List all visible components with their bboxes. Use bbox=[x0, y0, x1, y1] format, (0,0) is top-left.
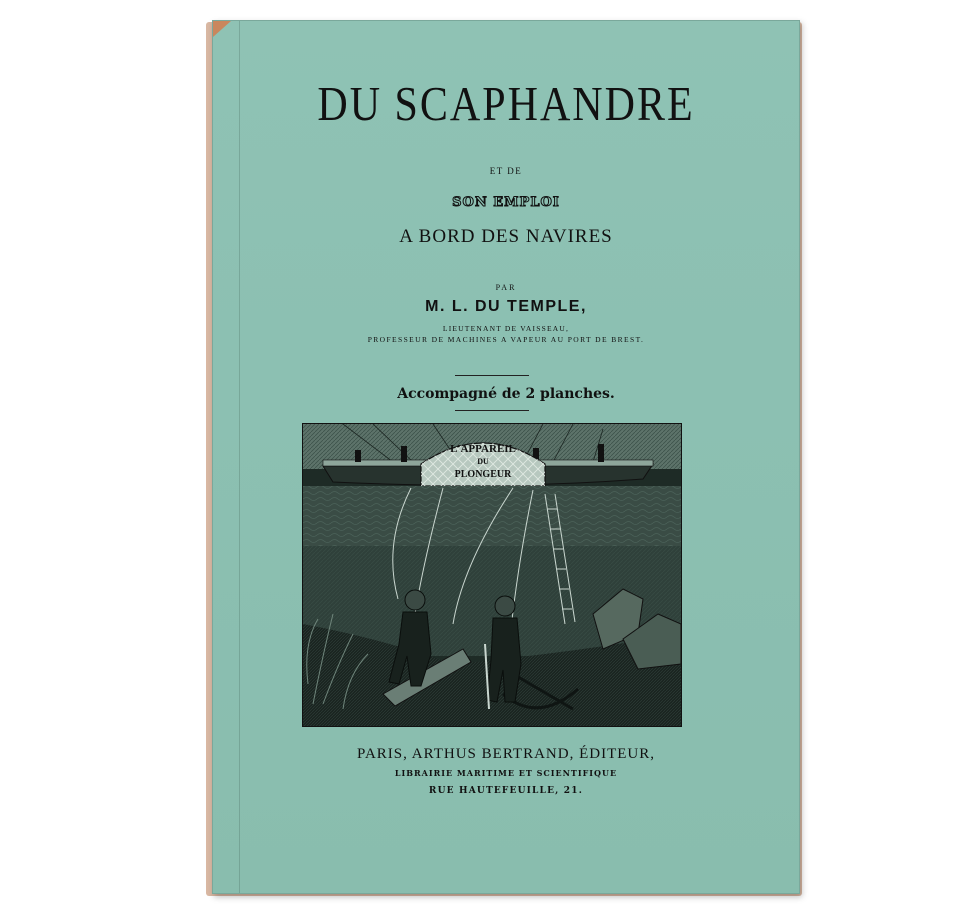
divider-bottom bbox=[455, 410, 529, 411]
publisher-line: PARIS, ARTHUS BERTRAND, ÉDITEUR, bbox=[356, 746, 655, 762]
book-cover bbox=[212, 20, 800, 894]
plates-note: Accompagné de 2 planches. bbox=[397, 386, 615, 402]
subtitle-line-2: A BORD DES NAVIRES bbox=[399, 226, 613, 247]
banner-line-2: DU bbox=[477, 457, 489, 466]
corner-tear bbox=[213, 21, 231, 37]
book-title: DU SCAPHANDRE bbox=[317, 78, 695, 132]
author-position: PROFESSEUR DE MACHINES A VAPEUR AU PORT DE BREST. bbox=[367, 335, 645, 344]
diver-engraving bbox=[302, 423, 682, 727]
conjunction-text: ET DE bbox=[489, 166, 523, 176]
publisher-address: RUE HAUTEFEUILLE, 21. bbox=[428, 786, 584, 796]
publisher-description: LIBRAIRIE MARITIME ET SCIENTIFIQUE bbox=[394, 768, 618, 778]
author-rank: LIEUTENANT DE VAISSEAU, bbox=[442, 324, 570, 333]
by-text: PAR bbox=[495, 283, 517, 292]
engraving-illustration bbox=[303, 424, 681, 726]
banner-line-3: PLONGEUR bbox=[454, 469, 512, 480]
divider-top bbox=[455, 375, 529, 376]
banner-line-1: L'APPAREIL bbox=[450, 443, 516, 455]
subtitle-line-1: SON EMPLOI bbox=[452, 195, 560, 210]
author-name: M. L. DU TEMPLE, bbox=[425, 298, 587, 315]
